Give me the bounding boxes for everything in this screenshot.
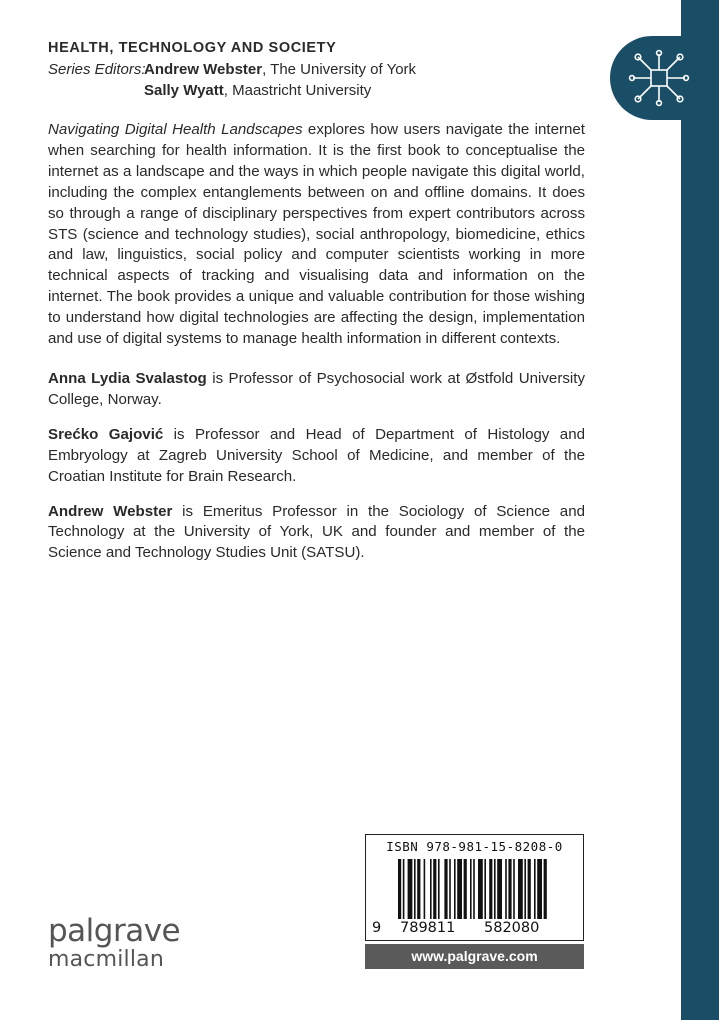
author-bio-text: is Professor of Psychosocial work at Østfold University College, Norway. xyxy=(48,369,585,408)
barcode-bar xyxy=(403,859,405,919)
series-info xyxy=(48,38,608,101)
isbn-left-digits: 789811 xyxy=(400,920,456,936)
barcode-bar xyxy=(414,859,416,919)
series-editor-row-2 xyxy=(48,80,608,101)
barcode-bar xyxy=(524,859,526,919)
publisher-logo-line-1: palgrave xyxy=(48,913,181,949)
barcode-bar xyxy=(438,859,440,919)
editor-2-affiliation: , Maastricht University xyxy=(223,82,372,99)
barcode-bar xyxy=(478,859,483,919)
barcode-bar xyxy=(518,859,523,919)
barcode-bar xyxy=(513,859,515,919)
barcode-bar xyxy=(457,859,462,919)
barcode-bar xyxy=(544,859,547,919)
author-bio xyxy=(48,425,585,488)
back-cover-text xyxy=(48,120,585,578)
editor-2-name: Sally Wyatt xyxy=(144,82,224,99)
barcode-bar xyxy=(408,859,413,919)
isbn-right-digits: 582080 xyxy=(484,920,540,936)
barcode-bar xyxy=(494,859,496,919)
publisher-logo-line-2: macmillan xyxy=(48,947,165,972)
blurb-paragraph xyxy=(48,120,585,350)
isbn-barcode xyxy=(365,834,584,941)
series-editors-label: Series Editors: xyxy=(48,61,146,78)
barcode-bars xyxy=(370,859,578,925)
isbn-label: ISBN 978-981-15-8208-0 xyxy=(386,839,563,854)
author-bio xyxy=(48,502,585,565)
author-bio-text: is Emeritus Professor in the Sociology of Science and Technology at the University of York, UK and founder and member of the Science and Technology Studies Unit (SATSU). xyxy=(48,502,585,562)
barcode-bar xyxy=(528,859,531,919)
author-bio-text: is Professor and Head of Department of Histology and Embryology at Zagreb University School of Medicine, and member of the Croatian Institute for Brain Research. xyxy=(48,425,585,485)
book-spine xyxy=(681,0,719,1020)
barcode-bar xyxy=(497,859,502,919)
barcode-bar xyxy=(470,859,472,919)
author-name: Anna Lydia Svalastog xyxy=(48,369,207,387)
series-heading: HEALTH, TECHNOLOGY AND SOCIETY xyxy=(48,40,337,56)
barcode-bar xyxy=(398,859,401,919)
barcode-bar xyxy=(537,859,542,919)
barcode-bar xyxy=(424,859,426,919)
barcode-bar xyxy=(508,859,511,919)
isbn-first-digit: 9 xyxy=(372,920,382,936)
barcode-bar xyxy=(444,859,447,919)
book-title: Navigating Digital Health Landscapes xyxy=(48,121,303,138)
barcode-bar xyxy=(464,859,467,919)
barcode-bar xyxy=(454,859,456,919)
barcode-bar xyxy=(505,859,507,919)
author-bio xyxy=(48,369,585,411)
barcode-bar xyxy=(449,859,451,919)
barcode-bar xyxy=(489,859,492,919)
author-name: Srećko Gajović xyxy=(48,425,164,443)
author-name: Andrew Webster xyxy=(48,502,173,520)
publisher-logo xyxy=(48,915,180,973)
blurb-text: explores how users navigate the internet when searching for health information. It is the first book to conceptualise the internet as a landscape and the ways in which people navigate this digital world, including the complex entanglements between on and offline domains. It does so through a range of disciplinary perspectives from expert contributors across STS (science and technology studies), social anthropology, biomedicine, ethics and law, linguistics, social policy and computer scientists working in more technical aspects of tracking and visualising data and information on the internet. The book provides a unique and valuable contribution for those wishing to understand how digital technologies are affecting the design, implementation and use of digital systems to manage health information in different contexts. xyxy=(48,121,585,348)
editor-1-affiliation: , The University of York xyxy=(262,61,417,78)
website: www.palgrave.com xyxy=(365,944,584,969)
series-tab xyxy=(610,36,719,120)
barcode-bar xyxy=(430,859,432,919)
series-editor-row-1 xyxy=(48,59,608,80)
editor-1-name: Andrew Webster xyxy=(144,61,263,78)
barcode-bar xyxy=(484,859,486,919)
barcode-bar xyxy=(417,859,420,919)
barcode-bar xyxy=(433,859,436,919)
barcode-bar xyxy=(473,859,475,919)
network-node-icon xyxy=(624,48,694,108)
barcode-bar xyxy=(534,859,536,919)
